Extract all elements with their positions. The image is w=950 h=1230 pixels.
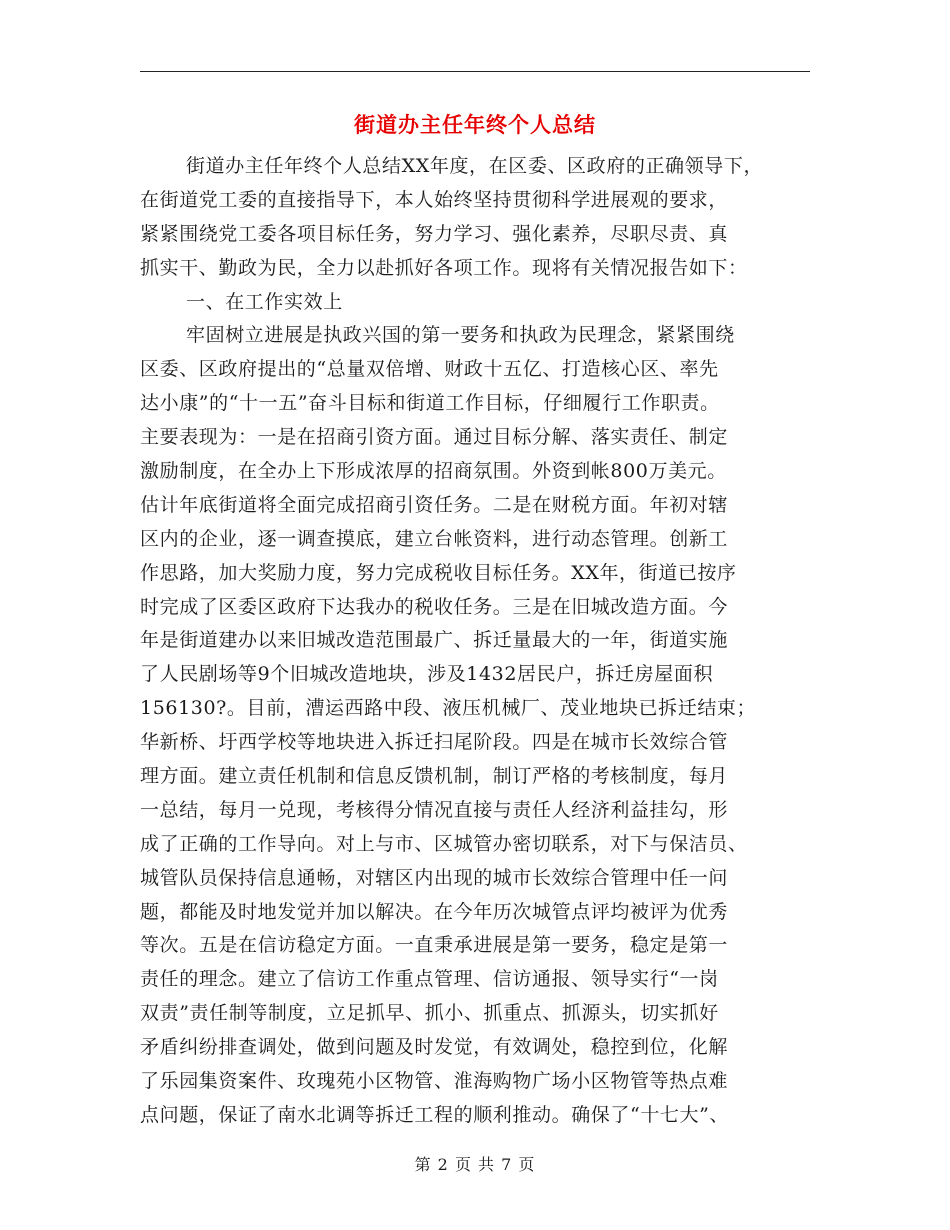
text-line: 题，都能及时地发觉并加以解决。在今年历次城管点评均被评为优秀 [140, 900, 729, 923]
header-rule [140, 71, 810, 72]
text-line: 街道办主任年终个人总结XX年度，在区委、区政府的正确领导下， [186, 155, 764, 177]
document-body [140, 150, 820, 1133]
text-line: 城管队员保持信息通畅，对辖区内出现的城市长效综合管理中任一问 [140, 866, 729, 889]
text-line: 区委、区政府提出的“总量双倍增、财政十五亿、打造核心区、率先 [140, 358, 719, 381]
text-line: 激励制度，在全办上下形成浓厚的招商氛围。外资到帐800万美元。 [140, 460, 727, 483]
text-line: 点问题，保证了南水北调等拆迁工程的顺利推动。确保了“十七大”、 [140, 1103, 730, 1126]
text-line: 一总结，每月一兑现，考核得分情况直接与责任人经济利益挂勾，形 [140, 798, 729, 821]
text-line: 华新桥、圩西学校等地块进入拆迁扫尾阶段。四是在城市长效综合管 [140, 731, 729, 754]
text-line: 成了正确的工作导向。对上与市、区城管办密切联系，对下与保洁员、 [140, 832, 748, 855]
text-line: 年是街道建办以来旧城改造范围最广、拆迁量最大的一年，街道实施 [140, 629, 729, 652]
text-line: 一、在工作实效上 [186, 290, 343, 313]
text-line: 责任的理念。建立了信访工作重点管理、信访通报、领导实行“一岗 [140, 968, 719, 991]
text-line: 作思路，加大奖励力度，努力完成税收目标任务。XX年，街道已按序 [140, 561, 737, 584]
text-line: 在街道党工委的直接指导下，本人始终坚持贯彻科学进展观的要求， [140, 188, 729, 211]
document-title: 街道办主任年终个人总结 [354, 113, 596, 137]
text-line: 了人民剧场等9个旧城改造地块，涉及1432居民户，拆迁房屋面积 [140, 663, 714, 686]
text-line: 估计年底街道将全面完成招商引资任务。二是在财税方面。年初对辖 [140, 493, 729, 516]
text-line: 等次。五是在信访稳定方面。一直秉承进展是第一要务，稳定是第一 [140, 934, 729, 957]
text-line: 牢固树立进展是执政兴国的第一要务和执政为民理念，紧紧围绕 [186, 324, 735, 347]
text-line: 矛盾纠纷排查调处，做到问题及时发觉，有效调处，稳控到位，化解 [140, 1036, 729, 1059]
text-line: 双责”责任制等制度，立足抓早、抓小、抓重点、抓源头，切实抓好 [140, 1002, 719, 1025]
text-line: 区内的企业，逐一调查摸底，建立台帐资料，进行动态管理。创新工 [140, 527, 729, 550]
text-line: 主要表现为：一是在招商引资方面。通过目标分解、落实责任、制定 [140, 426, 729, 449]
text-line: 时完成了区委区政府下达我办的税收任务。三是在旧城改造方面。今 [140, 595, 729, 618]
text-line: 抓实干、勤政为民，全力以赴抓好各项工作。现将有关情况报告如下： [140, 256, 748, 279]
text-line: 达小康”的“十一五”奋斗目标和街道工作目标，仔细履行工作职责。 [140, 392, 720, 415]
text-line: 紧紧围绕党工委各项目标任务，努力学习、强化素养，尽职尽责、真 [140, 222, 729, 245]
page-footer: 第 2 页 共 7 页 [414, 1155, 536, 1174]
text-line: 理方面。建立责任机制和信息反馈机制，制订严格的考核制度，每月 [140, 765, 729, 788]
text-line: 156130?。目前，漕运西路中段、液压机械厂、茂业地块已拆迁结束； [140, 697, 757, 720]
text-line: 了乐园集资案件、玫瑰苑小区物管、淮海购物广场小区物管等热点难 [140, 1070, 729, 1093]
